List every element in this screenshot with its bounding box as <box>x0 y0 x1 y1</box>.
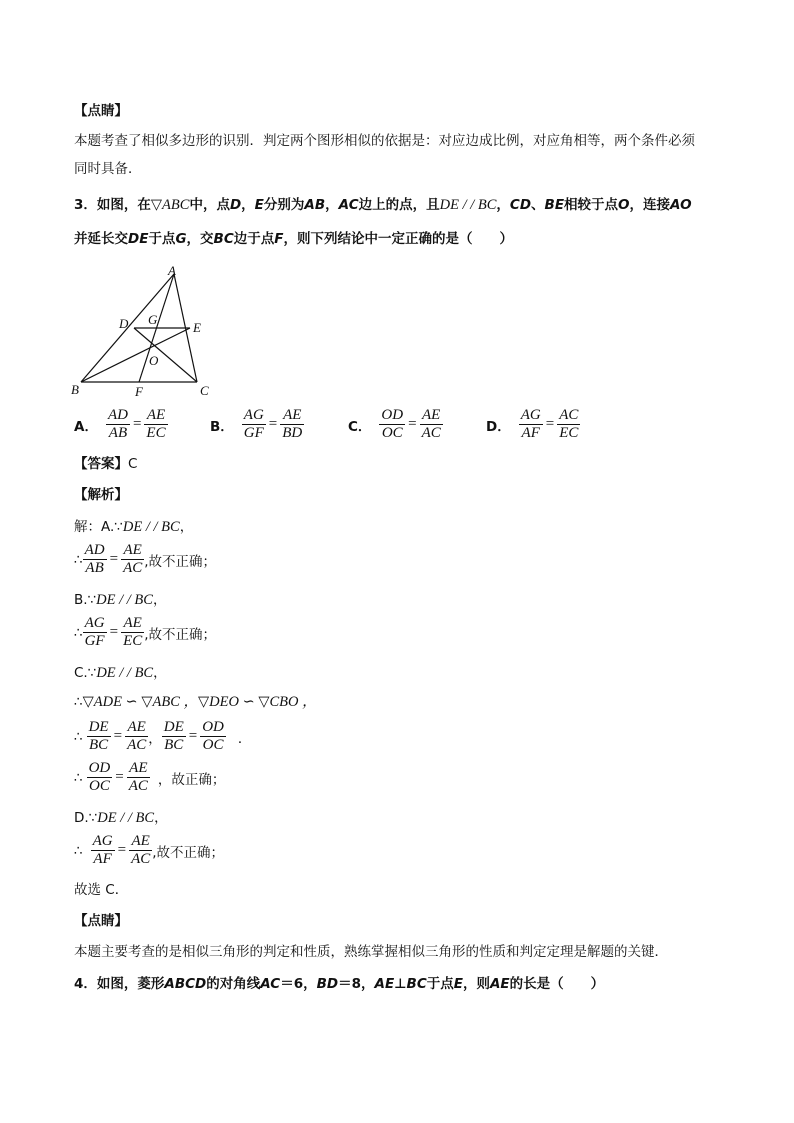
q4-text: 于点 <box>426 976 454 992</box>
frac-den: AC <box>123 560 143 576</box>
frac-num: AE <box>129 833 152 851</box>
frac-den: EC <box>123 633 143 649</box>
equals-sign: = <box>132 416 142 432</box>
frac-num: AE <box>144 407 167 425</box>
frac-den: OC <box>89 778 110 794</box>
q3-segment: AB <box>304 197 326 213</box>
option-c[interactable] <box>348 407 443 442</box>
q3-point: G <box>175 231 187 247</box>
therefore-symbol: ∴ <box>74 694 83 710</box>
option-b[interactable] <box>210 407 304 442</box>
label-b: B <box>71 382 79 397</box>
similarity-expr: ▽ADE ∽ ▽ABC ，▽DEO ∽ ▽CBO ， <box>82 694 317 710</box>
label-e: E <box>193 320 201 335</box>
analysis-text: B. <box>74 592 88 608</box>
question-3-line2 <box>74 229 513 249</box>
q3-point: D <box>229 197 242 213</box>
q3-text: 相较于点 <box>564 197 619 213</box>
label-a: A <box>168 263 176 278</box>
frac-num: AE <box>121 615 144 633</box>
q3-text: ，交 <box>186 231 214 247</box>
answer-line <box>74 454 137 474</box>
label-g: G <box>148 312 158 327</box>
therefore-symbol: ∴ <box>74 728 83 745</box>
q4-text: ，则 <box>462 976 490 992</box>
frac-num: AG <box>243 407 264 423</box>
q3-segment: DE <box>128 231 149 247</box>
section1-text-line2: 同时具备． <box>74 161 142 177</box>
q3-text: 边于点 <box>233 231 275 247</box>
analysis-c-ratios <box>74 719 251 754</box>
q3-segment: AC <box>338 197 359 213</box>
frac-num: AC <box>559 407 579 423</box>
equals-sign: = <box>113 728 123 744</box>
equals-sign: = <box>117 842 127 858</box>
label-d: D <box>119 316 129 331</box>
analysis-text: ， <box>154 810 168 826</box>
option-a[interactable] <box>74 407 168 442</box>
section1-text-line1: 本题考查了相似多边形的识别．判定两个图形相似的依据是：对应边成比例，对应角相等，两个条件必须 <box>74 133 695 149</box>
label-c: C <box>200 383 209 398</box>
because-symbol: ∵ <box>114 519 123 535</box>
frac-den: EC <box>559 425 579 441</box>
analysis-d-premise <box>74 808 168 828</box>
parallel-expr: DE / / BC <box>122 519 180 535</box>
q3-text: ， <box>241 197 255 213</box>
parallel-expr: DE / / BC <box>96 592 153 608</box>
equals-sign: = <box>545 416 555 432</box>
frac-den: AC <box>131 851 151 867</box>
analysis-text: 解：A. <box>74 519 115 535</box>
frac-num: AD <box>107 407 128 423</box>
frac-den: BD <box>282 425 303 441</box>
frac-den: EC <box>146 425 166 441</box>
frac-num: AE <box>420 407 443 425</box>
frac-den: AC <box>127 737 147 753</box>
frac-den: GF <box>243 425 264 441</box>
q4-text: 的对角线 <box>206 976 261 992</box>
because-symbol: ∵ <box>87 592 97 608</box>
verdict-text: ，故正确； <box>157 771 226 788</box>
segment-be <box>81 328 190 382</box>
frac-num: DE <box>88 719 109 735</box>
answer-value: C <box>128 456 138 472</box>
frac-den: OC <box>202 737 224 753</box>
frac-den: BC <box>164 737 184 753</box>
q4-text: 的长是（ ） <box>509 976 605 992</box>
frac-num: AE <box>125 719 148 737</box>
equals-sign: = <box>115 769 124 785</box>
analysis-a-result <box>74 542 216 577</box>
frac-den: AB <box>85 560 104 576</box>
frac-num: DE <box>163 719 184 735</box>
frac-num: AE <box>127 760 150 778</box>
analysis-a-premise <box>74 517 193 537</box>
q3-text: ， <box>325 197 339 213</box>
frac-den: GF <box>84 633 105 649</box>
because-symbol: ∵ <box>88 810 98 826</box>
equals-sign: = <box>268 416 278 432</box>
answer-heading: 【答案】 <box>74 456 128 472</box>
q3-point: E <box>254 197 264 213</box>
frac-num: OD <box>202 719 224 735</box>
frac-den: BC <box>89 737 109 753</box>
analysis-c-premise <box>74 663 167 683</box>
section-heading-dianjing-2: 【点睛】 <box>74 913 128 929</box>
q3-segment: BE <box>544 197 565 213</box>
frac-num: OD <box>88 760 111 776</box>
parallel-expr: DE / / BC <box>97 810 155 826</box>
q3-text: 、 <box>531 197 545 213</box>
q4-point: E <box>453 976 463 992</box>
equals-sign: = <box>109 551 119 567</box>
section2-text-line1: 本题主要考查的是相似三角形的判定和性质，熟练掌握相似三角形的性质和判定定理是解题的关键． <box>74 944 668 960</box>
q4-segment: BD <box>316 976 339 992</box>
verdict-text: ,故不正确； <box>144 626 217 643</box>
parallel-expr: DE / / BC <box>96 665 154 681</box>
frac-den: AB <box>108 425 128 441</box>
q3-text: 并延长交 <box>74 231 128 247</box>
label-f: F <box>135 384 143 399</box>
q3-text: 边上的点，且 <box>358 197 440 213</box>
verdict-text: ,故不正确； <box>144 553 217 570</box>
therefore-symbol: ∴ <box>74 624 83 641</box>
frac-num: OD <box>381 407 404 423</box>
option-label: B． <box>210 418 234 435</box>
frac-den: AC <box>421 425 441 441</box>
q3-text: 分别为 <box>263 197 305 213</box>
q4-segment: AC <box>260 976 281 992</box>
q3-number-text: 3．如图，在 <box>74 197 151 213</box>
option-label: D． <box>486 418 511 435</box>
analysis-text: D. <box>74 810 89 826</box>
option-label: A． <box>74 418 98 435</box>
question-4-line1 <box>74 974 604 994</box>
frac-num: AG <box>520 407 541 423</box>
analysis-d-result <box>74 833 224 868</box>
q3-triangle-abc: ▽ABC <box>150 197 190 213</box>
q3-segment: AO <box>670 197 692 213</box>
analysis-text: ， <box>153 665 167 681</box>
q4-perp: AE⊥BC <box>374 976 427 992</box>
q3-segment: BC <box>213 231 234 247</box>
triangle-figure <box>64 262 224 402</box>
frac-den: AF <box>93 851 112 867</box>
q3-text: ，则下列结论中一定正确的是（ ） <box>283 231 513 247</box>
analysis-c-result <box>74 760 225 795</box>
option-label: C． <box>348 418 372 435</box>
equals-sign: = <box>188 728 198 744</box>
analysis-c-similarity <box>74 692 317 712</box>
analysis-b-premise <box>74 590 166 610</box>
frac-num: AE <box>280 407 304 425</box>
q3-text: 于点 <box>148 231 176 247</box>
because-symbol: ∵ <box>87 665 97 681</box>
therefore-symbol: ∴ <box>74 551 83 568</box>
label-o: O <box>149 353 159 368</box>
analysis-text: ， <box>179 519 194 535</box>
q3-segment: CD <box>509 197 532 213</box>
q4-text: ＝6， <box>280 976 317 992</box>
q4-text: 4．如图，菱形 <box>74 976 165 992</box>
q4-text: ＝8， <box>338 976 375 992</box>
therefore-symbol: ∴ <box>74 842 83 859</box>
option-d[interactable] <box>486 407 580 442</box>
frac-den: AC <box>128 778 148 794</box>
q3-text: ，连接 <box>629 197 671 213</box>
frac-num: AE <box>121 542 144 560</box>
analysis-b-result <box>74 615 216 650</box>
q3-point: O <box>618 197 630 213</box>
section-heading-dianjing-1: 【点睛】 <box>74 103 128 119</box>
q3-text: 中，点 <box>189 197 230 213</box>
verdict-text: ,故不正确； <box>152 844 225 861</box>
equals-sign: = <box>109 624 119 640</box>
analysis-conclusion: 故选 C． <box>74 882 129 898</box>
frac-den: OC <box>381 425 403 441</box>
q4-shape: ABCD <box>164 976 207 992</box>
frac-num: AG <box>84 615 105 631</box>
analysis-text: ， <box>148 730 162 747</box>
q3-text: ， <box>496 197 510 213</box>
question-3-line1 <box>74 195 692 215</box>
analysis-text: C. <box>74 665 88 681</box>
equals-sign: = <box>408 416 417 432</box>
analysis-text: ． <box>237 730 252 747</box>
analysis-text: ， <box>152 592 167 608</box>
analysis-heading: 【解析】 <box>74 487 128 503</box>
therefore-symbol: ∴ <box>74 769 83 786</box>
q3-parallel: DE / / BC <box>439 197 497 213</box>
q4-segment: AE <box>489 976 510 992</box>
frac-num: AD <box>84 542 105 558</box>
q3-point: F <box>274 231 284 247</box>
frac-den: AF <box>521 425 540 441</box>
frac-num: AG <box>92 833 113 849</box>
